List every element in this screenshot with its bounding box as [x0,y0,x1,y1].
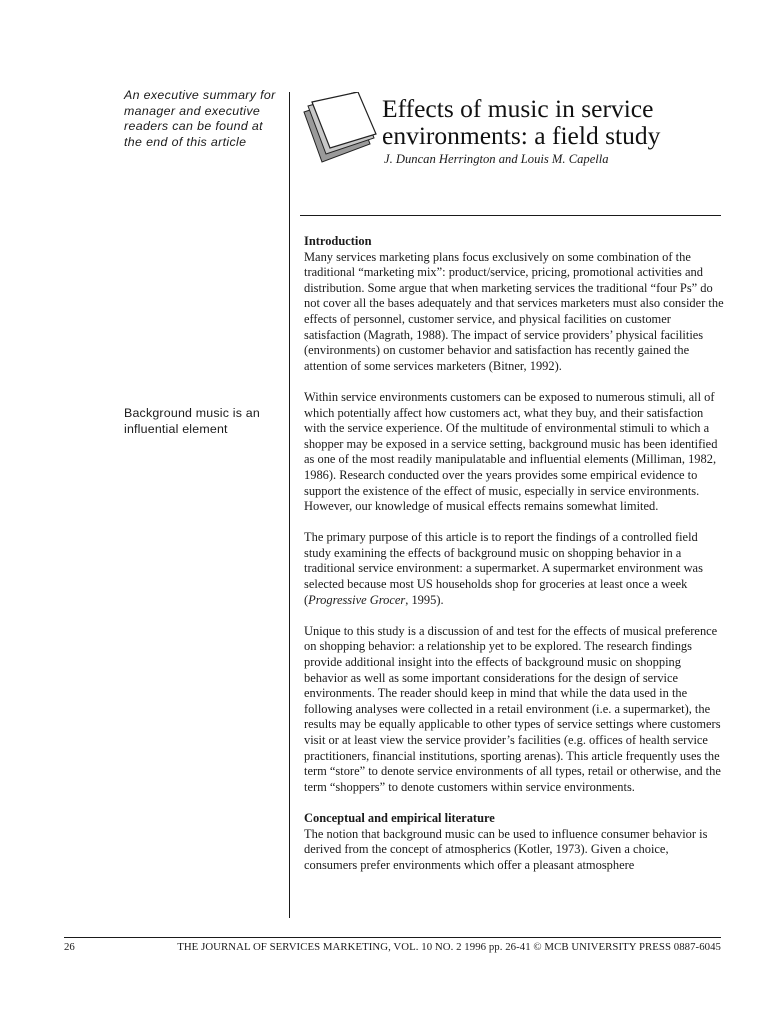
intro-paragraph-3 [304,530,724,608]
section-heading-introduction: Introduction [304,234,372,248]
paragraph-text: Many services marketing plans focus exclusively on some combination of the traditional “marketing mix”: product/service, pricing, promotional activities and distribution. Some argue that when marketing services the traditional “four Ps” do not cover all the bases adequately and that services marketers must also consider the effects of personnel, customer service, and physical facilities on customer satisfaction (Magrath, 1988). The impact of service providers’ physical facilities (environments) on customer behavior and satisfaction has recently gained the attention of some services marketers (Bitner, 1992). [304,249,724,373]
page-number: 26 [64,941,75,953]
article-authors: J. Duncan Herrington and Louis M. Capella [384,152,609,166]
intro-paragraph-2: Within service environments customers can be exposed to numerous stimuli, all of which potentially affect how customers act, what they buy, and their satisfaction with the service experience. Of the multitude of environmental stimuli to which a shopper may be exposed in a service setting, background music has been identified as one of the most readily manipulatable and influential elements (Milliman, 1982, 1986). Research conducted over the years provides some empirical evidence to support the existence of the effect of music, especially in service environments. However, our knowledge of musical effects remains somewhat limited. [304,389,718,514]
article-title: Effects of music in service environments: a field study [382,94,661,150]
italic-citation: Progressive Grocer [308,592,406,607]
title-divider [300,215,721,216]
paragraph-text: The notion that background music can be used to influence consumer behavior is derived from the concept of atmospherics (Kotler, 1973). Given a choice, consumers prefer environments which offer a pleasant atmosphere [304,826,708,872]
vertical-divider [289,92,290,918]
footer-divider [64,937,721,938]
paragraph-text: The primary purpose of this article is to report the findings of a controlled field study examining the effects of background music on shopping behavior in a traditional service environment: a supermarket. A supermarket environment was selected because most US households shop for groceries at least once a week ( [304,530,703,607]
literature-paragraph-1 [304,811,724,873]
article-body [304,234,724,889]
paragraph-text: , 1995). [405,592,444,607]
running-footer: THE JOURNAL OF SERVICES MARKETING, VOL. 10 NO. 2 1996 pp. 26-41 © MCB UNIVERSITY PRESS 0887-6045 [177,941,721,953]
margin-note: Background music is an influential element [124,406,260,436]
section-heading-literature: Conceptual and empirical literature [304,810,495,825]
journal-logo-icon [300,92,380,168]
intro-paragraph-4: Unique to this study is a discussion of and test for the effects of musical preference on shopping behavior: a relationship yet to be explored. The research findings provide additional insight into the effects of background music on shopping behavior as well as some important considerations for the design of service environments. The reader should keep in mind that while the data used in the following analyses were collected in a retail environment (i.e. a supermarket), the results may be equally applicable to other types of service settings where customers visit or at least view the service provider’s facilities (e.g. offices of health service practitioners, financial institutions, sporting arenas). This article frequently uses the term “store” to denote service environments of all types, retail or otherwise, and the term “shoppers” to denote customers within service environments. [304,623,721,794]
executive-summary-note: An executive summary for manager and executive readers can be found at the end of this article [124,88,276,149]
intro-paragraph-1 [304,234,724,374]
